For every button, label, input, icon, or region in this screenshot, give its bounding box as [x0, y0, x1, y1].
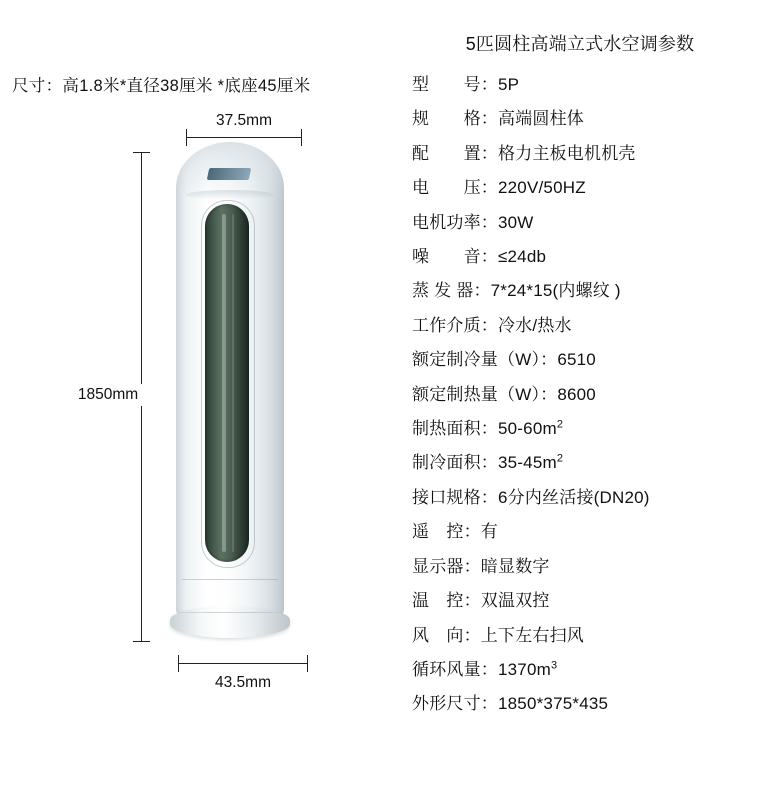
bottom-width-tick-right — [307, 655, 308, 672]
top-width-label: 37.5mm — [216, 112, 272, 129]
spec-row: 配 置：格力主板电机机壳 — [412, 143, 636, 163]
top-width-line — [186, 137, 302, 138]
spec-row: 制冷面积：$35-45m^2$ — [412, 452, 564, 473]
spec-row: 噪 音：≤24db — [412, 247, 547, 267]
brand-logo-icon — [207, 168, 252, 180]
ac-vent-blade — [222, 214, 226, 552]
spec-row: 电机功率：30W — [412, 212, 534, 232]
specification-panel — [400, 0, 772, 791]
spec-row: 工作介质：冷水/热水 — [412, 315, 572, 335]
dimension-note: 尺寸：高1.8米*直径38厘米 *底座45厘米 — [12, 77, 311, 95]
ac-air-vent — [205, 204, 249, 562]
height-tick-top — [133, 152, 150, 153]
air-conditioner-illustration — [168, 142, 292, 644]
spec-row: 遥 控：有 — [412, 522, 498, 542]
height-dimension — [77, 152, 156, 642]
spec-row: 型 号：5P — [412, 75, 520, 94]
spec-row: 规 格：高端圆柱体 — [412, 109, 584, 129]
spec-row: 额定制冷量（W）：6510 — [412, 350, 596, 370]
spec-row: 蒸 发 器：7*24*15(内螺纹 ) — [412, 281, 621, 301]
ac-vent-blade-secondary — [232, 214, 234, 552]
spec-row: 显示器：暗显数字 — [412, 556, 550, 576]
spec-row: 额定制热量（W）：8600 — [412, 384, 596, 404]
height-label: 1850mm — [48, 384, 168, 406]
bottom-width-label: 43.5mm — [215, 674, 271, 691]
spec-row: 温 控：双温双控 — [412, 591, 550, 611]
spec-list — [412, 68, 772, 722]
bottom-width-tick-left — [178, 655, 179, 672]
bottom-width-line — [178, 663, 308, 664]
spec-row: 电 压：220V/50HZ — [412, 178, 586, 198]
ac-base-seam — [178, 612, 282, 613]
spec-row: 循环风量：$1370m^3$ — [412, 659, 558, 679]
spec-row: 接口规格：6分内丝活接(DN20) — [412, 487, 650, 507]
top-width-tick-right — [301, 129, 302, 146]
bottom-width-dimension — [178, 655, 308, 697]
ac-base — [170, 606, 290, 638]
spec-row: 制热面积：$50-60m^2$ — [412, 418, 564, 439]
spec-row: 风 向：上下左右扫风 — [412, 625, 584, 645]
spec-row: 外形尺寸：1850*375*435 — [412, 694, 609, 714]
ac-lower-seam — [182, 579, 278, 580]
spec-title: 5匹圆柱高端立式水空调参数 — [465, 34, 695, 54]
height-tick-bottom — [133, 641, 150, 642]
ac-top-groove — [186, 190, 274, 200]
